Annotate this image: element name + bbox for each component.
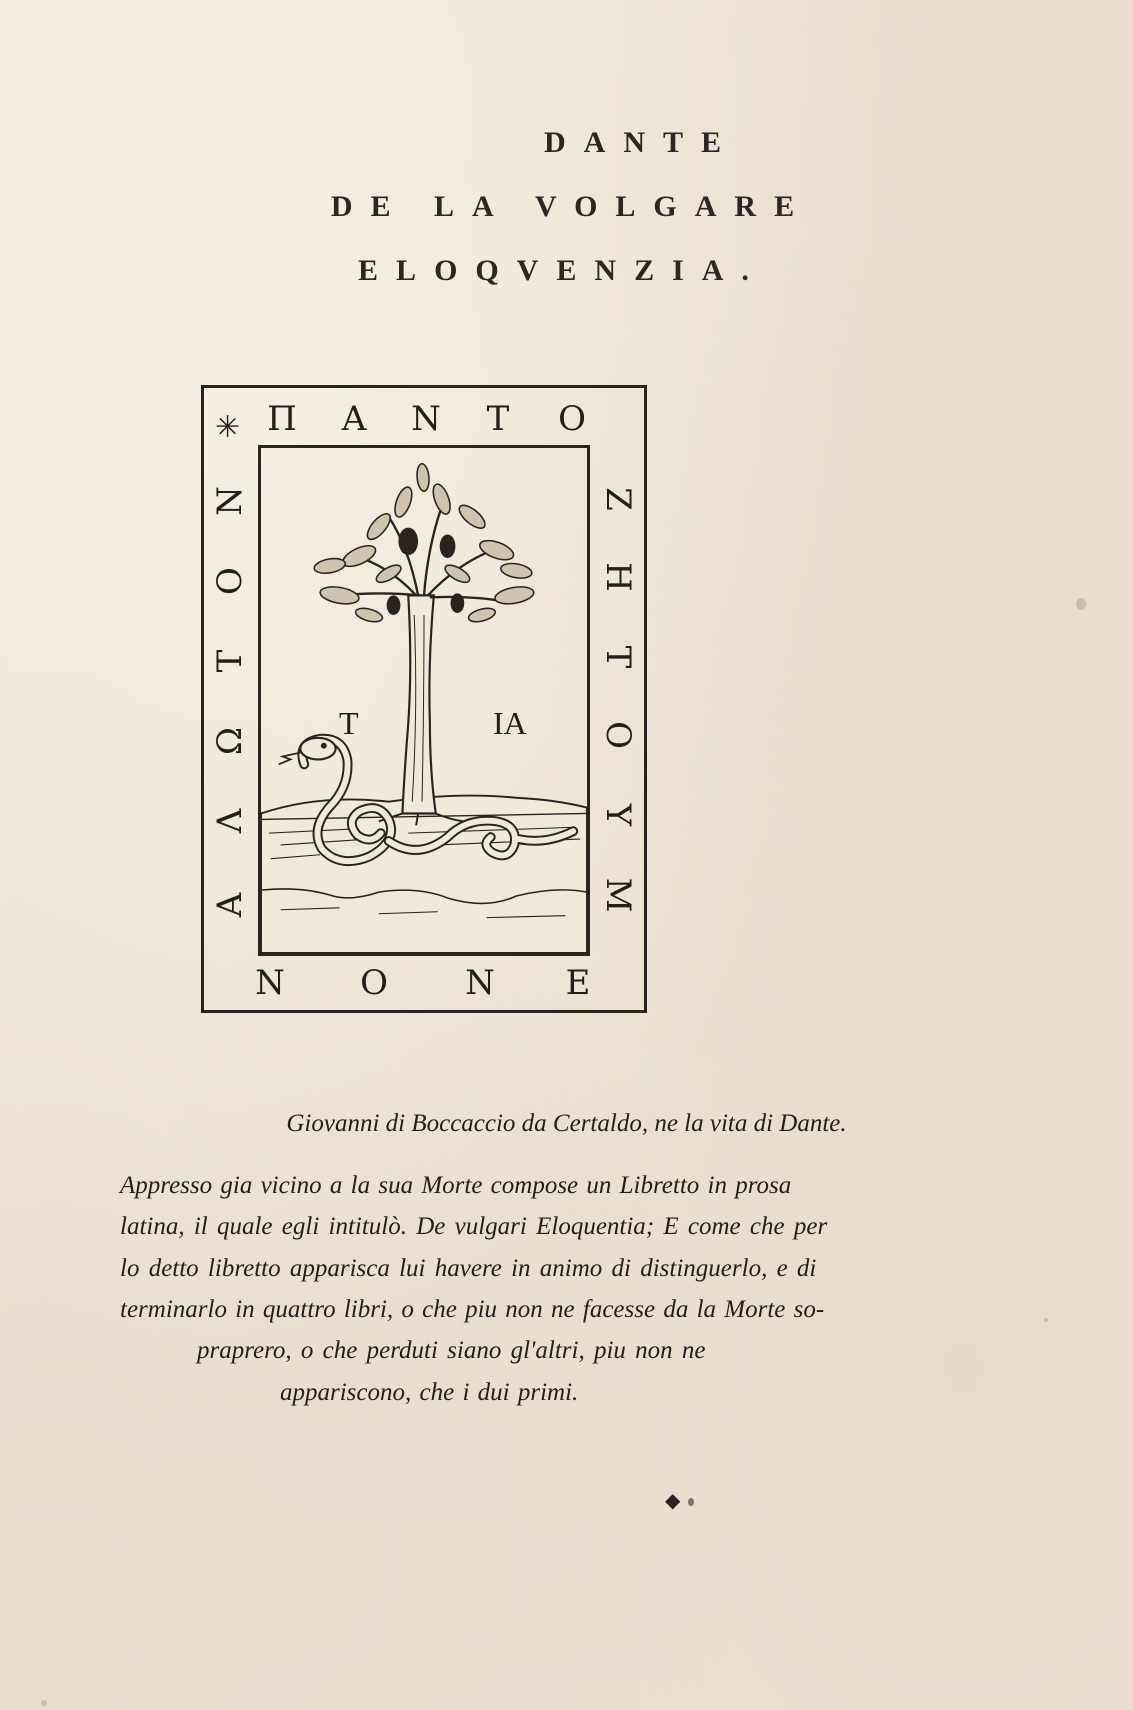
border-letter-top: O — [558, 399, 586, 439]
attribution-caption: Giovanni di Boccaccio da Certaldo, ne la vita di Dante. — [286, 1110, 847, 1137]
paper-stain — [41, 1700, 47, 1706]
paragraph-line: terminarlo in quattro libri, o che piu non ne facesse da la Morte so- — [120, 1296, 825, 1323]
tree-and-serpent-illustration — [261, 448, 587, 953]
border-letter-right: M — [598, 877, 638, 913]
border-letter-bottom: E — [565, 963, 591, 1003]
ink-mark-icon: ◆ — [665, 1490, 681, 1512]
border-letter-top: A — [341, 399, 367, 439]
woodcut-inner-letter-left: T — [339, 705, 359, 741]
border-letter-left: Λ — [210, 808, 250, 834]
paper-stain — [688, 1498, 694, 1506]
border-letter-top: T — [486, 399, 510, 439]
paragraph-line: appariscono, che i dui primi. — [280, 1379, 579, 1406]
border-letter-right: T — [598, 645, 638, 669]
border-letter-left: A — [210, 892, 250, 918]
paper-stain — [1044, 1318, 1048, 1322]
asterisk-ornament-icon: ✳ — [215, 410, 241, 445]
border-letter-bottom: O — [360, 963, 388, 1003]
paragraph-line: praprero, o che perduti siano gl'altri, piu non ne — [197, 1337, 706, 1364]
border-letter-bottom: N — [465, 963, 495, 1003]
border-letter-left: T — [210, 649, 250, 673]
border-letter-right: O — [598, 721, 638, 749]
paragraph-line: Appresso gia vicino a la sua Morte compose un Libretto in prosa — [120, 1172, 792, 1199]
border-letter-bottom: N — [255, 963, 285, 1003]
border-letter-left: N — [210, 486, 250, 516]
paper-stain — [1076, 598, 1086, 610]
border-letter-right: Z — [598, 487, 638, 511]
title-line-eloquenzia: ELOQVENZIA. — [358, 254, 767, 287]
woodcut-inner-letter-right: IA — [493, 705, 527, 741]
printers-device-woodcut — [201, 385, 647, 1013]
paragraph-line: latina, il quale egli intitulò. De vulgari Eloquentia; E come che per — [120, 1213, 828, 1240]
title-line-dante: DANTE — [543, 126, 739, 159]
border-letter-top: Π — [267, 399, 297, 439]
paragraph-line: lo detto libretto apparisca lui havere in animo di distinguerlo, e di — [120, 1255, 817, 1282]
border-letter-left: Ω — [210, 726, 250, 756]
border-letter-left: O — [210, 567, 250, 595]
title-line-volgare: DE LA VOLGARE — [330, 190, 813, 223]
woodcut-panel — [258, 445, 590, 956]
border-letter-right: H — [598, 562, 638, 592]
border-letter-top: N — [411, 399, 441, 439]
border-letter-right: Y — [598, 803, 638, 827]
